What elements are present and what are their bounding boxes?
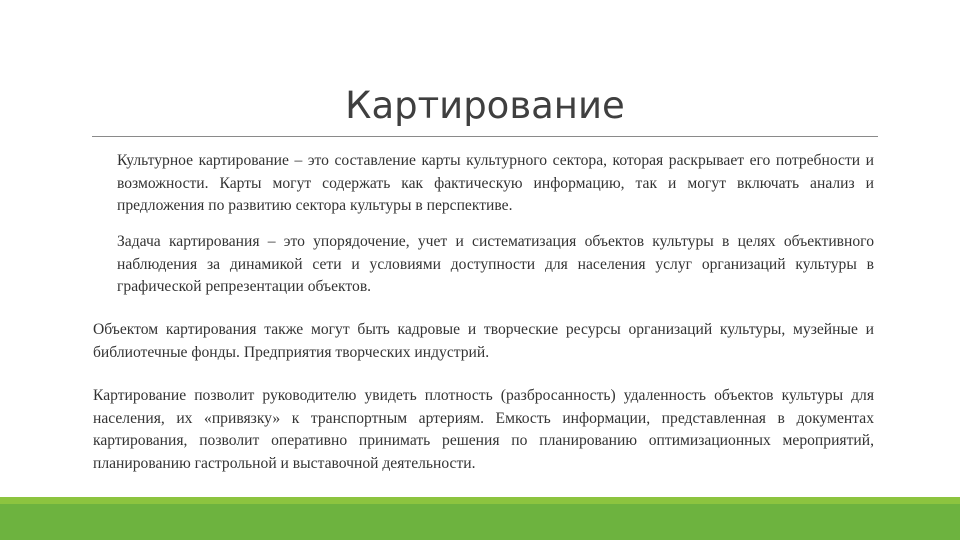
title-divider xyxy=(92,136,878,137)
paragraph-task: Задача картирования – это упорядочение, учет и систематизация объектов культуры в целях объективного наблюдения за динамикой сети и условиями доступности для населения услуг организаций культуры в графической репрезентации объектов. xyxy=(117,233,874,295)
paragraph-definition: Культурное картирование – это составление карты культурного сектора, которая раскрывает его потребности и возможности. Карты могут содержать как фактическую информацию, так и могут включать анализ и предложения по развитию сектора культуры в перспективе. xyxy=(117,152,874,214)
slide-title: Картирование xyxy=(345,84,625,127)
paragraph-benefits: Картирование позволит руководителю увидеть плотность (разбросанность) удаленность объектов культуры для населения, их «привязку» к транспортным артериям. Емкость информации, представленная в документах картирования, позволит оперативно принимать решения по планированию оптимизационных мероприятий, планированию гастрольной и выставочной деятельности. xyxy=(93,387,874,472)
footer-accent-stripe xyxy=(0,497,960,504)
paragraph-objects: Объектом картирования также могут быть кадровые и творческие ресурсы организаций культуры, музейные и библиотечные фонды. Предприятия творческих индустрий. xyxy=(93,321,874,361)
